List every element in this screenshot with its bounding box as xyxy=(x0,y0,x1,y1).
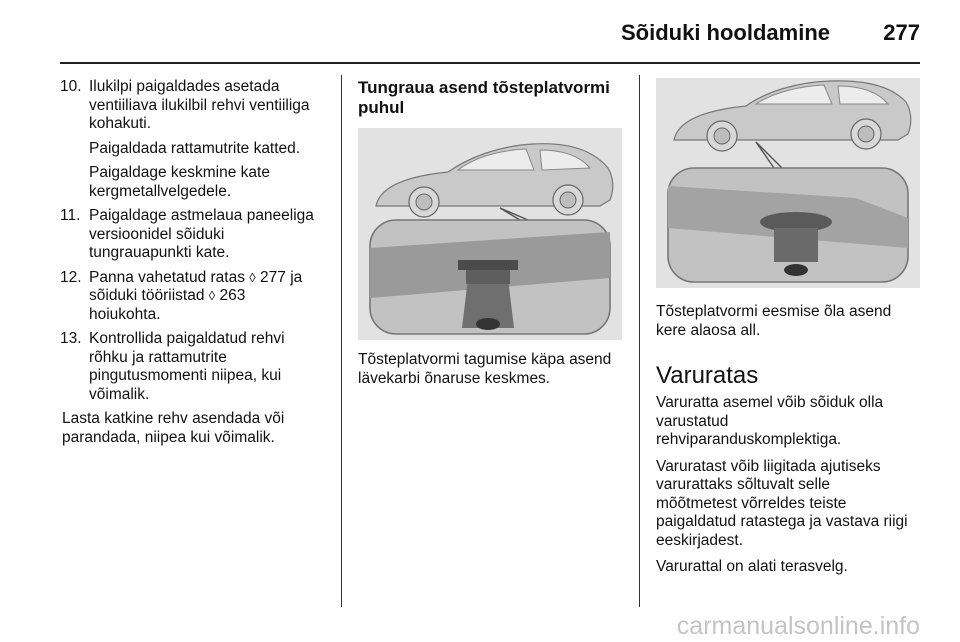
note-paragraph xyxy=(60,410,330,447)
step-line: kohakuti. xyxy=(89,115,152,132)
step-12 xyxy=(60,269,330,325)
page-ref-text: 277 ja xyxy=(255,268,303,286)
step-line: hoiukohta. xyxy=(89,305,161,323)
step-line: Paigaldage astmelaua paneeliga xyxy=(89,207,314,224)
column-1 xyxy=(60,78,330,447)
step-number: 11. xyxy=(60,207,81,224)
step-number: 10. xyxy=(60,78,82,95)
step-13 xyxy=(60,330,330,404)
section-heading-spare-wheel: Varuratas xyxy=(656,362,759,389)
paragraph-line: varurattaks sõltuvalt selle xyxy=(656,476,831,493)
paragraph-line: Varuratast võib liigitada ajutiseks xyxy=(656,457,881,475)
column-3 xyxy=(656,303,922,585)
paragraph-line: varustatud xyxy=(656,412,729,430)
rear-lift-arm-illustration xyxy=(358,128,622,340)
page-ref-arrow-icon: ◊ xyxy=(249,269,256,285)
page-ref-text: 263 xyxy=(215,287,246,304)
heading-line: puhul xyxy=(358,98,405,117)
step-text: Panna vahetatud ratas xyxy=(89,268,250,286)
step-line xyxy=(89,269,330,288)
paragraph-line: Varurattal on alati terasvelg. xyxy=(656,558,848,575)
step-line: Ilukilpi paigaldades asetada xyxy=(89,78,280,95)
paragraph xyxy=(656,394,922,450)
column-divider-1 xyxy=(341,75,342,607)
caption-line: Tõsteplatvormi eesmise õla asend xyxy=(656,303,892,320)
step-line: Kontrollida paigaldatud rehvi xyxy=(89,330,285,347)
step-number: 12. xyxy=(60,268,82,286)
step-sub-2 xyxy=(60,164,330,201)
column-2 xyxy=(358,78,626,128)
step-sub-1 xyxy=(60,140,330,159)
rear-lift-caption xyxy=(358,351,626,388)
paragraph-line: rehviparanduskomplektiga. xyxy=(656,431,842,448)
header-rule xyxy=(60,62,920,64)
step-text: sõiduki tööriistad xyxy=(89,287,209,304)
caption-line: lävekarbi õnaruse keskmes. xyxy=(358,369,551,387)
step-line: Paigaldada rattamutrite katted. xyxy=(89,139,301,157)
step-line: pingutusmomenti niipea, kui xyxy=(89,367,282,384)
step-line: tungrauapunkti kate. xyxy=(89,244,230,261)
step-line: võimalik. xyxy=(89,385,150,403)
step-line: ventiiliava ilukilbil rehvi ventiiliga xyxy=(89,96,310,114)
front-lift-caption xyxy=(656,303,922,340)
caption-line: kere alaosa all. xyxy=(656,321,761,339)
paragraph-line: paigaldatud ratastega ja vastava riigi xyxy=(656,513,908,530)
caption-line: Tõsteplatvormi tagumise käpa asend xyxy=(358,351,612,368)
note-line: parandada, niipea kui võimalik. xyxy=(62,428,275,446)
step-11 xyxy=(60,207,330,263)
paragraph-line: eeskirjadest. xyxy=(656,531,744,549)
step-line: kergmetallvelgedele. xyxy=(89,182,232,200)
paragraph-line: mõõtmetest võrreldes teiste xyxy=(656,494,847,512)
step-10 xyxy=(60,78,330,134)
note-line: Lasta katkine rehv asendada või xyxy=(62,410,285,427)
step-line xyxy=(89,287,330,306)
paragraph-line: Varuratta asemel võib sõiduk olla xyxy=(656,394,884,411)
step-line: rõhku ja rattamutrite xyxy=(89,348,227,366)
paragraph xyxy=(656,558,922,577)
step-line: Paigaldage keskmine kate xyxy=(89,164,270,181)
page-number: 277 xyxy=(883,20,920,45)
step-line: versioonidel sõiduki xyxy=(89,225,225,243)
watermark: carmanualsonline.info xyxy=(676,612,920,640)
front-lift-arm-illustration xyxy=(656,78,920,288)
heading-line: Tungraua asend tõsteplatvormi xyxy=(358,78,610,97)
section-heading xyxy=(358,78,626,118)
page-ref-arrow-icon: ◊ xyxy=(208,288,216,303)
step-number: 13. xyxy=(60,330,82,347)
header-title: Sõiduki hooldamine xyxy=(620,20,830,45)
paragraph xyxy=(656,458,922,551)
column-divider-2 xyxy=(639,75,640,607)
